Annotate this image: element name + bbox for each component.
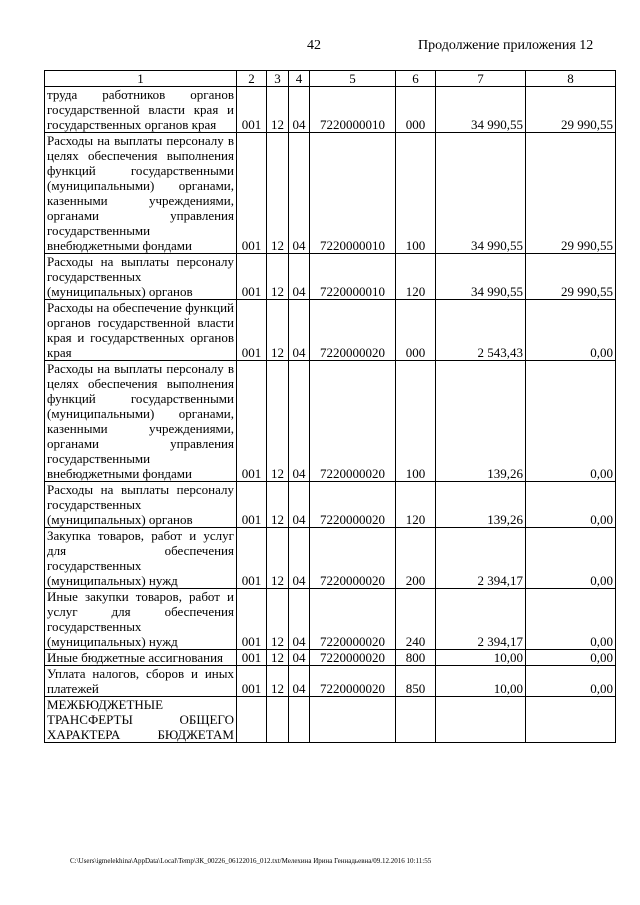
row-code-2: 001 <box>237 589 267 650</box>
budget-table <box>44 70 616 743</box>
row-amount-7: 34 990,55 <box>436 87 526 133</box>
row-code-6: 100 <box>396 361 436 482</box>
row-code-5: 7220000020 <box>310 300 396 361</box>
row-name: Уплата налогов, сборов и иных платежей <box>45 666 237 697</box>
row-code-6: 240 <box>396 589 436 650</box>
column-header-8: 8 <box>526 71 616 87</box>
row-code-6: 850 <box>396 666 436 697</box>
column-header-1: 1 <box>45 71 237 87</box>
row-code-3: 12 <box>267 361 289 482</box>
row-name: Расходы на выплаты персоналу в целях обеспечения выполнения функций государственными (муниципальными) органами, казенными учреждениями, органами управления государственными внебюджетными фондами <box>45 361 237 482</box>
table-row <box>45 528 616 589</box>
row-code-3: 12 <box>267 666 289 697</box>
row-code-4: 04 <box>289 650 310 666</box>
row-code-4 <box>289 697 310 743</box>
row-code-3: 12 <box>267 87 289 133</box>
row-name: Иные бюджетные ассигнования <box>45 650 237 666</box>
table-row <box>45 589 616 650</box>
row-amount-7: 34 990,55 <box>436 254 526 300</box>
row-code-2: 001 <box>237 87 267 133</box>
row-code-3: 12 <box>267 650 289 666</box>
row-code-4: 04 <box>289 528 310 589</box>
row-code-3: 12 <box>267 254 289 300</box>
row-name: Расходы на выплаты персоналу в целях обеспечения выполнения функций государственными (муниципальными) органами, казенными учреждениями, органами управления государственными внебюджетными фондами <box>45 133 237 254</box>
row-code-4: 04 <box>289 589 310 650</box>
row-amount-8: 0,00 <box>526 300 616 361</box>
row-code-4: 04 <box>289 133 310 254</box>
table-row <box>45 482 616 528</box>
column-header-6: 6 <box>396 71 436 87</box>
row-code-6: 200 <box>396 528 436 589</box>
row-code-4: 04 <box>289 482 310 528</box>
row-code-2: 001 <box>237 361 267 482</box>
row-code-3: 12 <box>267 528 289 589</box>
row-code-6: 800 <box>396 650 436 666</box>
row-code-5: 7220000020 <box>310 528 396 589</box>
table-row <box>45 87 616 133</box>
column-header-row <box>45 71 616 87</box>
column-header-2: 2 <box>237 71 267 87</box>
row-code-5 <box>310 697 396 743</box>
row-code-6: 120 <box>396 254 436 300</box>
row-code-2: 001 <box>237 300 267 361</box>
row-amount-8: 0,00 <box>526 589 616 650</box>
table-row <box>45 361 616 482</box>
row-amount-7: 10,00 <box>436 650 526 666</box>
row-name: Иные закупки товаров, работ и услуг для обеспечения государственных (муниципальных) нужд <box>45 589 237 650</box>
table-row <box>45 300 616 361</box>
row-code-3: 12 <box>267 300 289 361</box>
row-amount-7 <box>436 697 526 743</box>
row-code-3: 12 <box>267 133 289 254</box>
row-name: МЕЖБЮДЖЕТНЫЕ ТРАНСФЕРТЫ ОБЩЕГО ХАРАКТЕРА БЮДЖЕТАМ <box>45 697 237 743</box>
row-name: труда работников органов государственной власти края и государственных органов края <box>45 87 237 133</box>
row-code-2: 001 <box>237 482 267 528</box>
row-amount-8: 0,00 <box>526 528 616 589</box>
row-code-6: 000 <box>396 87 436 133</box>
column-header-5: 5 <box>310 71 396 87</box>
row-code-5: 7220000020 <box>310 650 396 666</box>
table-row <box>45 666 616 697</box>
row-code-5: 7220000020 <box>310 361 396 482</box>
row-code-2 <box>237 697 267 743</box>
row-code-5: 7220000020 <box>310 482 396 528</box>
row-amount-7: 2 543,43 <box>436 300 526 361</box>
row-amount-8: 29 990,55 <box>526 254 616 300</box>
continuation-label: Продолжение приложения 12 <box>418 38 594 53</box>
table-row <box>45 254 616 300</box>
row-amount-8: 29 990,55 <box>526 87 616 133</box>
row-code-2: 001 <box>237 133 267 254</box>
row-name: Закупка товаров, работ и услуг для обеспечения государственных (муниципальных) нужд <box>45 528 237 589</box>
row-code-5: 7220000010 <box>310 254 396 300</box>
row-amount-7: 2 394,17 <box>436 589 526 650</box>
row-amount-8: 0,00 <box>526 666 616 697</box>
row-code-6: 000 <box>396 300 436 361</box>
row-code-3: 12 <box>267 589 289 650</box>
row-amount-8: 0,00 <box>526 361 616 482</box>
row-code-5: 7220000010 <box>310 133 396 254</box>
footer-file-path: C:\Users\igmelekhina\AppData\Local\Temp\ЗК_00226_06122016_012.txt/Мелехина Ирина Геннадьевна/09.12.2016 10:11:55 <box>70 857 432 865</box>
row-code-6: 100 <box>396 133 436 254</box>
table-row <box>45 650 616 666</box>
column-header-3: 3 <box>267 71 289 87</box>
row-code-5: 7220000020 <box>310 666 396 697</box>
column-header-7: 7 <box>436 71 526 87</box>
row-name: Расходы на обеспечение функций органов государственной власти края и государственных органов края <box>45 300 237 361</box>
row-code-2: 001 <box>237 666 267 697</box>
row-amount-7: 139,26 <box>436 361 526 482</box>
table-row <box>45 697 616 743</box>
row-code-2: 001 <box>237 650 267 666</box>
row-code-4: 04 <box>289 666 310 697</box>
row-code-6 <box>396 697 436 743</box>
row-amount-8: 0,00 <box>526 482 616 528</box>
row-amount-8: 29 990,55 <box>526 133 616 254</box>
row-code-2: 001 <box>237 528 267 589</box>
row-code-4: 04 <box>289 300 310 361</box>
row-amount-7: 10,00 <box>436 666 526 697</box>
row-code-4: 04 <box>289 254 310 300</box>
row-amount-7: 139,26 <box>436 482 526 528</box>
row-code-3: 12 <box>267 482 289 528</box>
row-code-3 <box>267 697 289 743</box>
row-amount-7: 2 394,17 <box>436 528 526 589</box>
row-name: Расходы на выплаты персоналу государственных (муниципальных) органов <box>45 254 237 300</box>
row-amount-8: 0,00 <box>526 650 616 666</box>
row-amount-8 <box>526 697 616 743</box>
row-name: Расходы на выплаты персоналу государственных (муниципальных) органов <box>45 482 237 528</box>
table-row <box>45 133 616 254</box>
row-code-2: 001 <box>237 254 267 300</box>
row-amount-7: 34 990,55 <box>436 133 526 254</box>
row-code-5: 7220000010 <box>310 87 396 133</box>
row-code-4: 04 <box>289 87 310 133</box>
row-code-6: 120 <box>396 482 436 528</box>
row-code-4: 04 <box>289 361 310 482</box>
page-number: 42 <box>307 38 321 53</box>
row-code-5: 7220000020 <box>310 589 396 650</box>
column-header-4: 4 <box>289 71 310 87</box>
